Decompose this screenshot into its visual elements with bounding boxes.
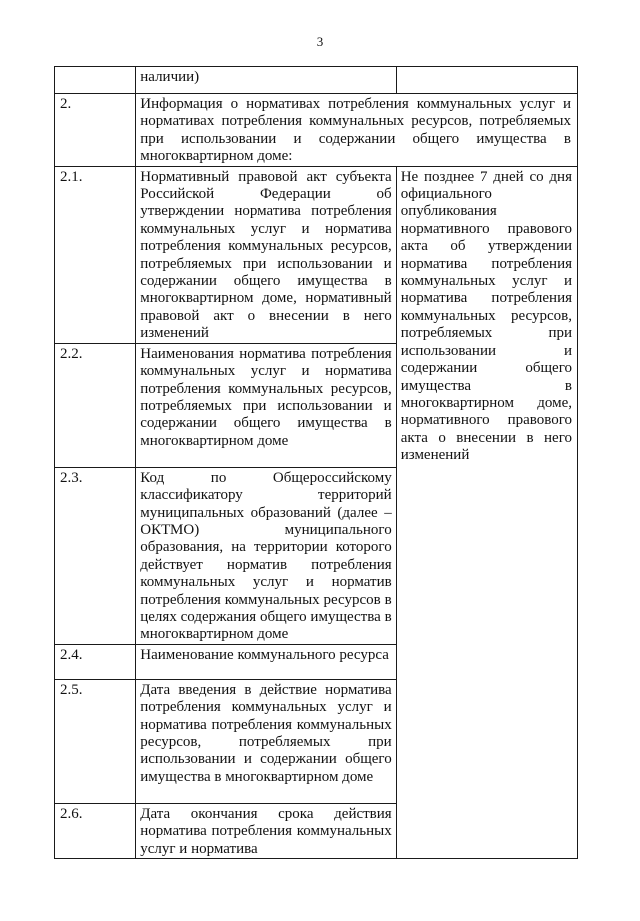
row-number: 2.4. bbox=[55, 644, 136, 679]
row-name: Дата введения в действие норматива потребления коммунальных услуг и норматива потребления коммунальных ресурсов, потребляемых при использовании и содержании общего имущества в многоквартирном доме bbox=[136, 679, 396, 803]
row-name: наличии) bbox=[136, 67, 396, 94]
row-name: Код по Общероссийскому классификатору территорий муниципальных образований (далее – ОКТМО) муниципального образования, на территории которого действует норматив потребления коммунальных услуг и норматив потребления коммунальных ресурсов в целях содержания общего имущества в многоквартирном доме bbox=[136, 467, 396, 644]
table-row bbox=[55, 166, 578, 343]
row-name: Наименования норматива потребления коммунальных услуг и норматива потребления коммунальных ресурсов, потребляемых при использовании и содержании общего имущества в многоквартирном доме bbox=[136, 343, 396, 467]
row-number: 2.5. bbox=[55, 679, 136, 803]
section-heading: Информация о нормативах потребления коммунальных услуг и нормативах потребления коммунальных ресурсов, потребляемых при использовании и содержании общего имущества в многоквартирном доме: bbox=[136, 94, 578, 167]
row-number: 2.2. bbox=[55, 343, 136, 467]
row-number: 2.1. bbox=[55, 166, 136, 343]
table-row-continuation bbox=[55, 67, 578, 94]
row-number bbox=[55, 67, 136, 94]
row-deadline bbox=[396, 67, 577, 94]
row-number: 2.6. bbox=[55, 803, 136, 858]
regulation-table bbox=[54, 66, 578, 859]
row-name: Наименование коммунального ресурса bbox=[136, 644, 396, 679]
row-number: 2.3. bbox=[55, 467, 136, 644]
page-number: 3 bbox=[316, 34, 324, 49]
deadline-cell: Не позднее 7 дней со дня официального опубликования нормативного правового акта об утверждении норматива потребления коммунальных услуг и норматива потребления коммунальных ресурсов, потребляемых при использовании и содержании общего имущества в многоквартирном доме, нормативного правового акта о внесении в него изменений bbox=[396, 166, 577, 858]
row-name: Нормативный правовой акт субъекта Российской Федерации об утверждении норматива потребления коммунальных услуг и норматива потребления коммунальных ресурсов, потребляемых при использовании и содержании общего имущества в многоквартирном доме, нормативный правовой акт о внесении в него изменений bbox=[136, 166, 396, 343]
table-row-section-2 bbox=[55, 94, 578, 167]
row-number: 2. bbox=[55, 94, 136, 167]
row-name: Дата окончания срока действия норматива потребления коммунальных услуг и норматива bbox=[136, 803, 396, 858]
